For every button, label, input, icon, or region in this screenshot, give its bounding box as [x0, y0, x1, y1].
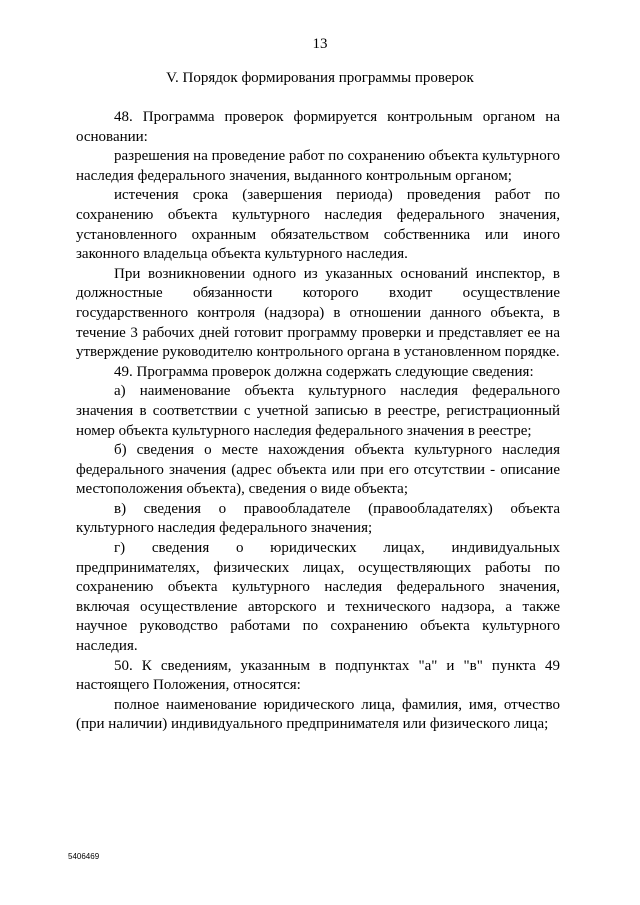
paragraph-49-item-b: б) сведения о месте нахождения объекта культурного наследия федерального значения (адрес объекта или при его отсутствии - описание местоположения объекта), сведения о виде объекта; — [76, 442, 560, 498]
paragraph-49-item-g: г) сведения о юридических лицах, индивидуальных предпринимателях, физических лицах, осуществляющих работы по сохранению объекта культурного наследия федерального значения, включая осуществление авторского и технического надзора, а также научное руководство работами по сохранению объекта культурного наследия. — [76, 540, 560, 655]
paragraph-49-intro: 49. Программа проверок должна содержать следующие сведения: — [114, 363, 534, 380]
paragraph-48-basis-permit: разрешения на проведение работ по сохранению объекта культурного наследия федерального значения, выданного контрольным органом; — [76, 148, 560, 184]
paragraph-50-item-name: полное наименование юридического лица, фамилия, имя, отчество (при наличии) индивидуального предпринимателя или физического лица; — [76, 696, 560, 733]
paragraph-49-item-a: а) наименование объекта культурного наследия федерального значения в соответствии с учетной записью в реестре, регистрационный номер объекта культурного наследия федерального значения в реестре; — [76, 383, 560, 439]
paragraph-48-inspector: При возникновении одного из указанных оснований инспектор, в должностные обязанности которого входит осуществление государственного контроля (надзора) в отношении данного объекта, в течение 3 рабочих дней готовит программу проверки и представляет ее на утверждение руководителю контрольного органа в установленном порядке. — [76, 265, 560, 361]
paragraph-50-intro: 50. К сведениям, указанным в подпунктах "а" и "в" пункта 49 настоящего Положения, относятся: — [76, 657, 560, 694]
paragraph-49-item-v: в) сведения о правообладателе (правообладателях) объекта культурного наследия федерального значения; — [76, 500, 560, 537]
section-title: V. Порядок формирования программы проверок — [166, 70, 474, 86]
document-body — [76, 108, 560, 735]
document-code: 5406469 — [68, 852, 100, 861]
paragraph-48-basis-expiry: истечения срока (завершения периода) проведения работ по сохранению объекта культурного наследия федерального значения, установленного охранным обязательством собственника или иного законного владельца объекта культурного наследия. — [76, 187, 560, 263]
page-number: 13 — [312, 36, 328, 52]
paragraph-48-intro: 48. Программа проверок формируется контрольным органом на основании: — [76, 109, 560, 145]
